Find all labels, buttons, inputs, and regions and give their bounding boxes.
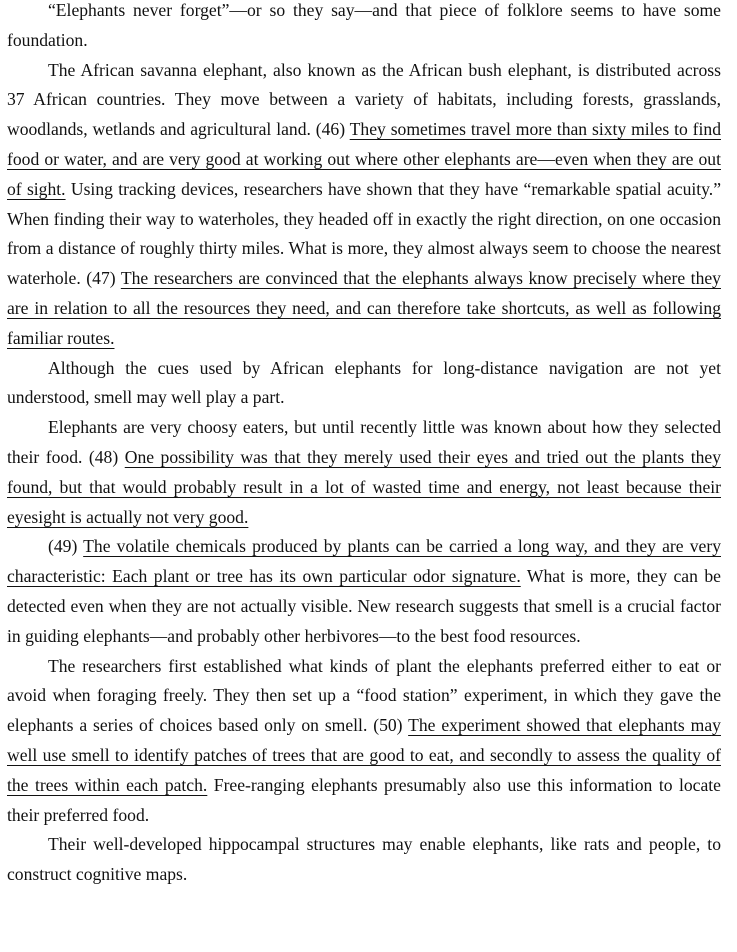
question-number-48: (48) <box>88 446 125 467</box>
underlined-sentence-49: The volatile chemicals produced by plants can be carried a long way, and they are very characteristic: Each plant or tree has its own particular odor signature. <box>7 536 721 587</box>
text-run: Although the cues used by African elephants for long-distance navigation are not yet understood, smell may well play a part. <box>7 357 721 408</box>
text-run: The African savanna elephant, also known as the African bush elephant, is distributed across 37 African countries. They move between a variety of habitats, including forests, grasslands, woodlands, wetlands and agricultural land. <box>7 59 721 140</box>
paragraph-2 <box>7 56 721 354</box>
paragraph-1 <box>7 0 721 56</box>
question-number-46: (46) <box>315 119 350 140</box>
paragraph-6 <box>7 652 721 831</box>
question-number-49: (49) <box>48 536 84 557</box>
underlined-sentence-46: They sometimes travel more than sixty miles to find food or water, and are very good at working out where other elephants are—even when they are out of sight. <box>7 119 721 199</box>
underlined-sentence-50: The experiment showed that elephants may well use smell to identify patches of trees that are good to eat, and secondly to assess the quality of the trees within each patch. <box>7 715 721 795</box>
text-run: Their well-developed hippocampal structures may enable elephants, like rats and people, to construct cognitive maps. <box>7 834 721 885</box>
paragraph-4 <box>7 413 721 532</box>
question-number-47: (47) <box>86 268 121 289</box>
question-number-50: (50) <box>373 715 409 736</box>
text-run: “Elephants never forget”—or so they say—and that piece of folklore seems to have some foundation. <box>7 0 721 50</box>
text-run: Free-ranging elephants presumably also use this information to locate their preferred food. <box>7 774 721 825</box>
paragraph-5 <box>7 532 721 651</box>
paragraph-7 <box>7 830 721 890</box>
text-run: Elephants are very choosy eaters, but until recently little was known about how they selected their food. <box>7 417 721 467</box>
paragraph-3 <box>7 354 721 414</box>
text-run: Using tracking devices, researchers have shown that they have “remarkable spatial acuity.” When finding their way to waterholes, they headed off in exactly the right direction, on one occasion from a distance of roughly thirty miles. What is more, they almost always seem to choose the nearest waterhole. <box>7 178 722 289</box>
text-run: What is more, they can be detected even when they are not actually visible. New research suggests that smell is a crucial factor in guiding elephants—and probably other herbivores—to the best food resources. <box>7 566 721 646</box>
text-run: The researchers first established what kinds of plant the elephants preferred either to eat or avoid when foraging freely. They then set up a “food station” experiment, in which they gave the elephants a series of choices based only on smell. <box>7 655 721 736</box>
underlined-sentence-48: One possibility was that they merely used their eyes and tried out the plants they found, but that would probably result in a lot of wasted time and energy, not least because their eyesight is actually not very good. <box>7 446 722 527</box>
underlined-sentence-47: The researchers are convinced that the elephants always know precisely where they are in relation to all the resources they need, and can therefore take shortcuts, as well as following familiar routes. <box>7 268 721 348</box>
